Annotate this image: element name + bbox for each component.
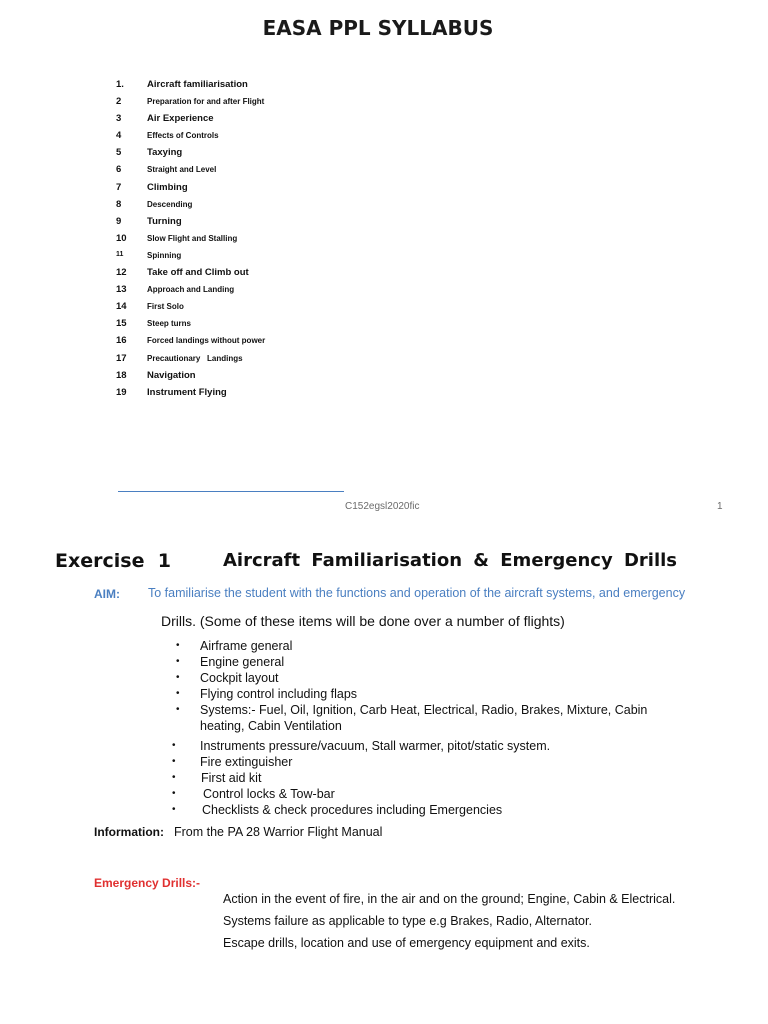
bullet-text: Checklists & check procedures including Emergencies	[202, 803, 503, 817]
list-item	[116, 144, 416, 161]
exercise-title: Aircraft Familiarisation & Emergency Drills	[223, 550, 678, 571]
bullet-text: Cockpit layout	[200, 671, 279, 685]
item-number: 18	[116, 369, 127, 381]
bullet-text: Airframe general	[200, 639, 293, 653]
item-label: Steep turns	[147, 319, 192, 329]
list-item	[116, 298, 416, 315]
list-item	[172, 754, 736, 770]
bullet-glyph: •	[176, 672, 180, 683]
item-label: Forced landings without power	[147, 336, 266, 346]
bullet-glyph: •	[172, 772, 176, 783]
list-item	[116, 127, 416, 144]
item-number: 12	[116, 267, 127, 279]
list-item	[176, 638, 736, 654]
bullet-text: Systems:- Fuel, Oil, Ignition, Carb Heat, Electrical, Radio, Brakes, Mixture, Cabin heating, Cabin Ventilation	[200, 703, 648, 733]
item-number: 5	[116, 147, 122, 159]
list-item	[172, 802, 736, 818]
item-label: Turning	[147, 215, 182, 227]
emergency-line: Systems failure as applicable to type e.g Brakes, Radio, Alternator.	[223, 914, 592, 928]
bullet-text: Flying control including flaps	[200, 687, 358, 701]
item-number: 10	[116, 232, 127, 244]
item-label: First Solo	[147, 302, 184, 312]
item-label: Spinning	[147, 250, 182, 260]
list-item	[176, 686, 736, 702]
list-item	[116, 110, 416, 127]
bullet-glyph: •	[172, 756, 176, 767]
list-item	[176, 670, 736, 686]
page-number: 1	[717, 501, 723, 512]
aim-continuation: Drills. (Some of these items will be done over a number of flights)	[161, 613, 565, 629]
list-item	[116, 367, 416, 384]
item-label: Descending	[147, 199, 193, 209]
list-item	[116, 384, 416, 401]
list-item	[172, 786, 736, 802]
list-item	[116, 93, 416, 110]
item-label: Precautionary Landings	[147, 353, 243, 363]
item-number: 13	[116, 284, 127, 296]
list-item	[176, 702, 736, 734]
syllabus-list	[116, 76, 416, 401]
list-item	[116, 179, 416, 196]
item-label: Taxying	[147, 147, 183, 159]
exercise-number: Exercise 1	[55, 550, 171, 572]
item-number: 1.	[116, 79, 124, 90]
bullet-text: Control locks & Tow-bar	[203, 787, 335, 801]
aim-text: To familiarise the student with the functions and operation of the aircraft systems, and emergency	[148, 586, 686, 600]
item-label: Straight and Level	[147, 165, 217, 175]
item-number: 3	[116, 113, 122, 125]
emergency-drills-label: Emergency Drills:-	[94, 876, 201, 890]
list-item	[116, 247, 416, 264]
item-number: 7	[116, 181, 122, 193]
list-item	[116, 230, 416, 247]
item-label: Navigation	[147, 369, 196, 381]
bullet-glyph: •	[176, 656, 180, 667]
item-number: 19	[116, 386, 127, 398]
item-label: Effects of Controls	[147, 131, 219, 141]
list-item	[172, 770, 736, 786]
page-title: EASA PPL SYLLABUS	[262, 16, 494, 40]
information-text: From the PA 28 Warrior Flight Manual	[174, 825, 383, 839]
bullet-glyph: •	[172, 740, 176, 751]
list-item	[116, 315, 416, 332]
footer-code: C152egsl2020fic	[345, 501, 420, 512]
list-item	[116, 281, 416, 298]
emergency-line: Action in the event of fire, in the air and on the ground; Engine, Cabin & Electrical.	[223, 892, 676, 906]
list-item	[116, 76, 416, 93]
list-item	[172, 738, 736, 754]
item-number: 9	[116, 215, 122, 227]
bullet-text: Fire extinguisher	[200, 755, 293, 769]
item-number: 2	[116, 96, 122, 108]
item-number: 11	[116, 250, 124, 258]
item-label: Take off and Climb out	[147, 267, 249, 279]
item-number: 6	[116, 164, 122, 176]
item-label: Approach and Landing	[147, 285, 235, 295]
list-item	[116, 213, 416, 230]
bullet-glyph: •	[172, 804, 176, 815]
list-item	[116, 161, 416, 178]
bullet-text: Engine general	[200, 655, 285, 669]
item-label: Aircraft familiarisation	[147, 79, 248, 90]
information-label: Information:	[94, 825, 164, 839]
item-label: Slow Flight and Stalling	[147, 233, 238, 243]
bullet-glyph: •	[176, 688, 180, 699]
list-item	[116, 350, 416, 367]
item-label: Preparation for and after Flight	[147, 97, 265, 107]
aim-label: AIM:	[94, 587, 120, 601]
emergency-line: Escape drills, location and use of emergency equipment and exits.	[223, 936, 590, 950]
list-item	[116, 264, 416, 281]
footer-divider	[118, 491, 344, 492]
list-item	[116, 332, 416, 349]
bullet-text: First aid kit	[201, 771, 262, 785]
list-item	[176, 654, 736, 670]
bullet-glyph: •	[172, 788, 176, 799]
item-number: 4	[116, 130, 122, 142]
bullet-list	[172, 638, 736, 818]
bullet-glyph: •	[176, 640, 180, 651]
item-number: 17	[116, 352, 127, 364]
bullet-glyph: •	[176, 704, 180, 715]
item-number: 15	[116, 318, 127, 330]
item-label: Instrument Flying	[147, 386, 227, 398]
item-number: 16	[116, 335, 127, 347]
item-number: 8	[116, 198, 122, 210]
item-label: Climbing	[147, 181, 188, 193]
bullet-text: Instruments pressure/vacuum, Stall warmer, pitot/static system.	[200, 739, 551, 753]
list-item	[116, 196, 416, 213]
item-label: Air Experience	[147, 113, 214, 125]
item-number: 14	[116, 301, 127, 313]
